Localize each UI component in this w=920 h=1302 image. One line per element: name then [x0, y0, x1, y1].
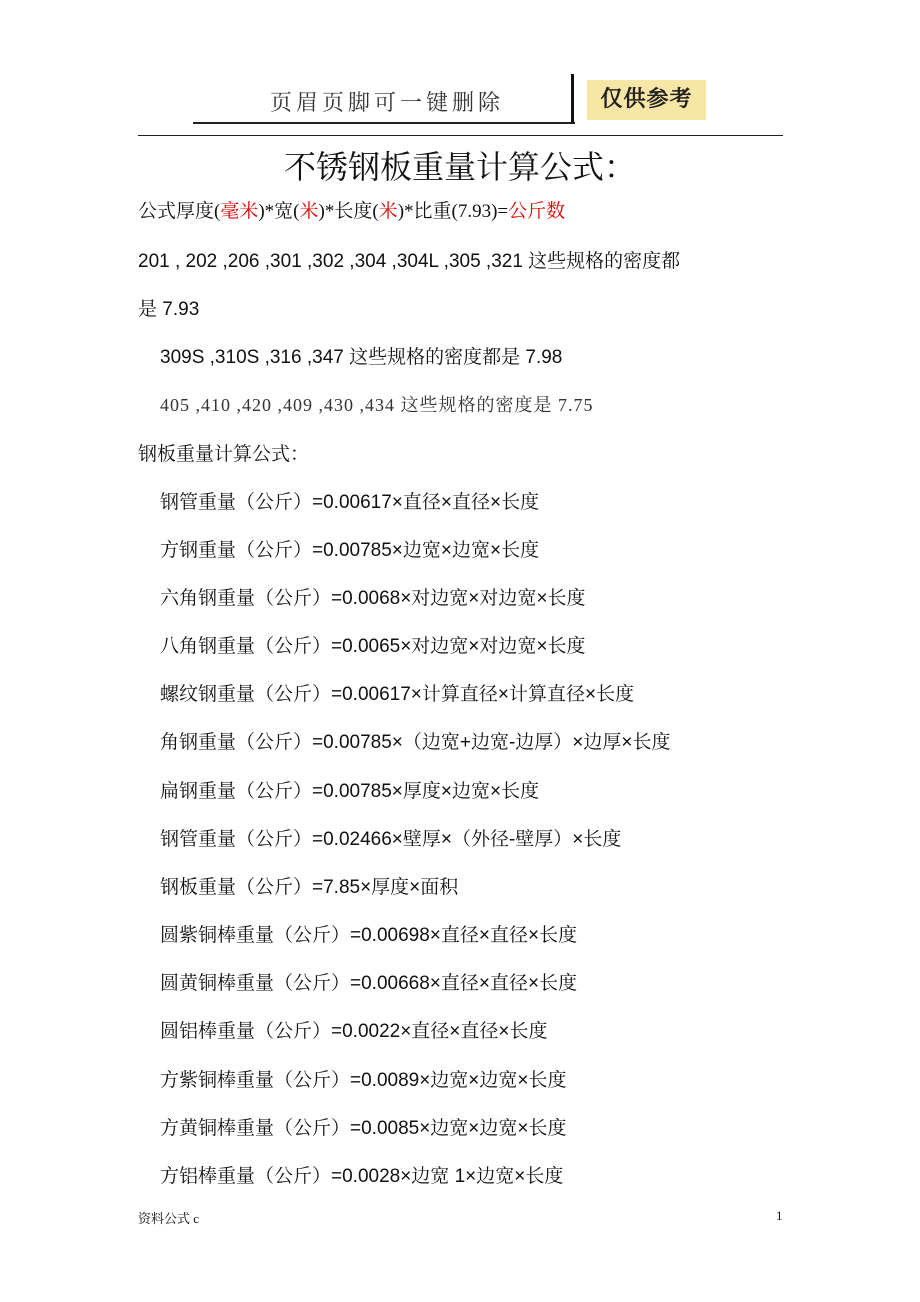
density-line-793a: 201 , 202 ,206 ,301 ,302 ,304 ,304L ,305 ,321 这些规格的密度都	[138, 251, 681, 272]
formula-item: 扁钢重量（公斤）=0.00785×厚度×边宽×长度	[160, 781, 540, 802]
formula-item: 方铝棒重量（公斤）=0.0028×边宽 1×边宽×长度	[160, 1166, 564, 1187]
density-line-798: 309S ,310S ,316 ,347 这些规格的密度都是 7.98	[160, 347, 563, 368]
thickness-formula	[138, 196, 565, 223]
formula-item: 八角钢重量（公斤）=0.0065×对边宽×对边宽×长度	[160, 636, 586, 657]
header-rule	[138, 135, 783, 136]
formula-item: 钢管重量（公斤）=0.02466×壁厚×（外径-壁厚）×长度	[160, 829, 622, 850]
formula-unit-m-length: 米	[378, 201, 398, 222]
formula-part-3: )*长度(	[318, 201, 379, 222]
density-line-793b: 是 7.93	[138, 299, 200, 320]
formula-item: 圆铝棒重量（公斤）=0.0022×直径×直径×长度	[160, 1021, 548, 1042]
reference-badge: 仅供参考	[587, 80, 706, 120]
formula-part-4: )*比重(7.93)=	[397, 201, 509, 222]
formula-part-1: 公式厚度(	[138, 201, 221, 222]
formula-item: 方紫铜棒重量（公斤）=0.0089×边宽×边宽×长度	[160, 1070, 567, 1091]
formula-item: 方黄铜棒重量（公斤）=0.0085×边宽×边宽×长度	[160, 1118, 567, 1139]
formula-item: 六角钢重量（公斤）=0.0068×对边宽×对边宽×长度	[160, 588, 586, 609]
formula-item: 钢管重量（公斤）=0.00617×直径×直径×长度	[160, 492, 540, 513]
formula-result-unit: 公斤数	[508, 201, 566, 222]
header-note: 页眉页脚可一键删除	[270, 91, 505, 116]
formula-unit-m-width: 米	[299, 201, 319, 222]
density-line-775: 405 ,410 ,420 ,409 ,430 ,434 这些规格的密度是 7.75	[160, 395, 594, 415]
formula-item: 圆黄铜棒重量（公斤）=0.00668×直径×直径×长度	[160, 973, 578, 994]
page-number: 1	[776, 1208, 783, 1223]
header-divider	[571, 74, 574, 123]
footer-label: 资料公式 c	[138, 1211, 200, 1226]
header-underline	[193, 122, 575, 124]
formula-item: 钢板重量（公斤）=7.85×厚度×面积	[160, 877, 459, 898]
formula-item: 角钢重量（公斤）=0.00785×（边宽+边宽-边厚）×边厚×长度	[160, 732, 671, 753]
section-title: 钢板重量计算公式：	[138, 444, 310, 465]
formula-item: 螺纹钢重量（公斤）=0.00617×计算直径×计算直径×长度	[160, 684, 635, 705]
formula-item: 方钢重量（公斤）=0.00785×边宽×边宽×长度	[160, 540, 540, 561]
page-title: 不锈钢板重量计算公式：	[283, 148, 636, 186]
formula-item: 圆紫铜棒重量（公斤）=0.00698×直径×直径×长度	[160, 925, 578, 946]
formula-unit-mm: 毫米	[220, 201, 259, 222]
formula-part-2: )*宽(	[258, 201, 300, 222]
